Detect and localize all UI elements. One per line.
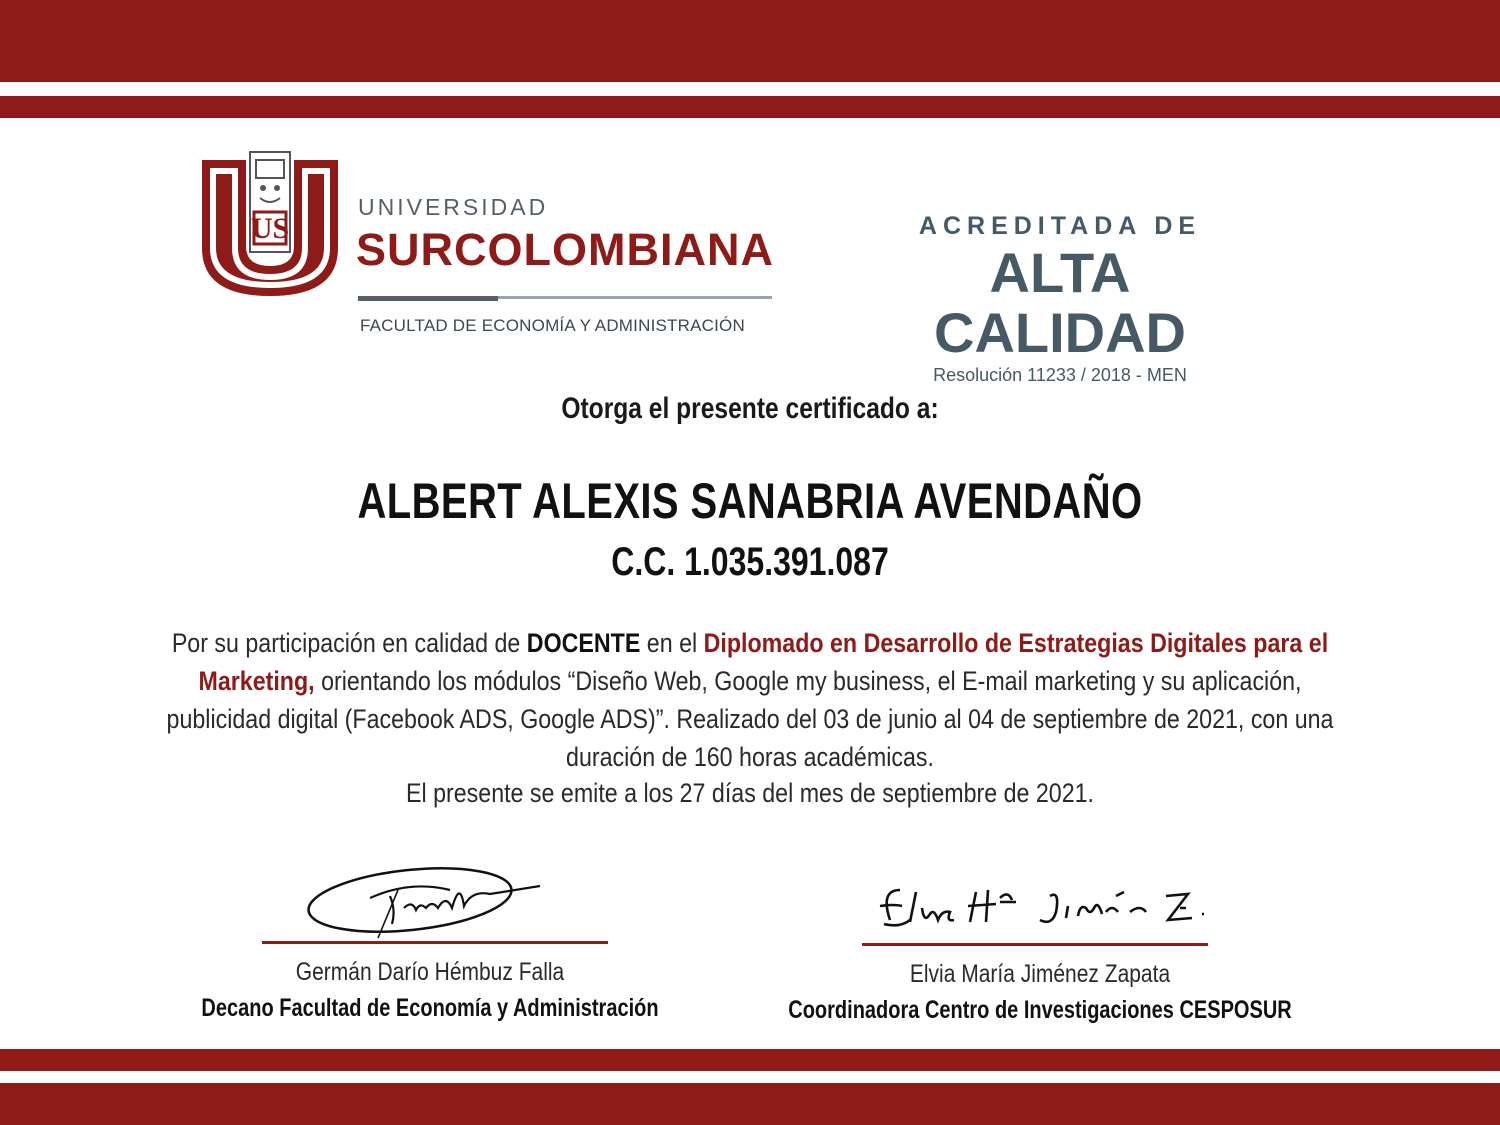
signature-coordinator-icon	[850, 850, 1230, 940]
university-name: SURCOLOMBIANA	[356, 224, 774, 275]
top-band	[0, 0, 1500, 82]
recipient-id: C.C. 1.035.391.087	[611, 540, 889, 584]
university-logo	[200, 150, 780, 340]
certificate-body	[157, 624, 1344, 776]
accreditation-line2: ALTA CALIDAD	[934, 241, 1186, 364]
university-emblem-icon	[200, 150, 340, 298]
top-band-thin	[0, 96, 1500, 118]
accreditation-badge	[860, 212, 1260, 386]
signatory-name-coordinator: Elvia María Jiménez Zapata	[909, 960, 1171, 988]
university-label: UNIVERSIDAD	[358, 194, 549, 220]
program-name: Diplomado en Desarrollo de Estrategias Digitales para el Marketing,	[198, 628, 1329, 696]
accreditation-resolution: Resolución 11233 / 2018 - MEN	[933, 365, 1187, 385]
body-text-part1: Por su participación en calidad de	[171, 628, 527, 658]
issue-statement: El presente se emite a los 27 días del mes de septiembre de 2021.	[406, 778, 1094, 808]
signatory-role-dean: Decano Facultad de Economía y Administración	[201, 994, 659, 1022]
certificate-intro: Otorga el presente certificado a:	[561, 392, 939, 425]
signature-line-coordinator	[862, 943, 1208, 946]
signature-line-dean	[262, 941, 608, 944]
recipient-name: ALBERT ALEXIS SANABRIA AVENDAÑO	[357, 473, 1143, 529]
svg-text:US: US	[250, 212, 290, 245]
accreditation-line1: ACREDITADA DE	[918, 212, 1202, 240]
signatory-name-dean: Germán Darío Hémbuz Falla	[295, 958, 565, 986]
body-text-part3: orientando los módulos “Diseño Web, Google my business, el E-mail marketing y su aplicación, publicidad digital (Facebook ADS, Google ADS)”. Realizado del 03 de junio al 04 de septiembre de 2021, con una duración de 160 horas académicas.	[166, 666, 1334, 772]
faculty-name: FACULTAD DE ECONOMÍA Y ADMINISTRACIÓN	[360, 316, 745, 335]
body-text-part2: en el	[640, 628, 704, 658]
signature-block-coordinator	[760, 850, 1320, 1024]
body-role: DOCENTE	[526, 628, 641, 658]
signature-dean-icon	[300, 850, 560, 940]
bottom-band	[0, 1083, 1500, 1125]
logo-divider-accent	[358, 296, 498, 301]
bottom-band-thin	[0, 1049, 1500, 1071]
signature-block-dean	[200, 850, 660, 1022]
signatory-role-coordinator: Coordinadora Centro de Investigaciones CESPOSUR	[788, 996, 1292, 1024]
